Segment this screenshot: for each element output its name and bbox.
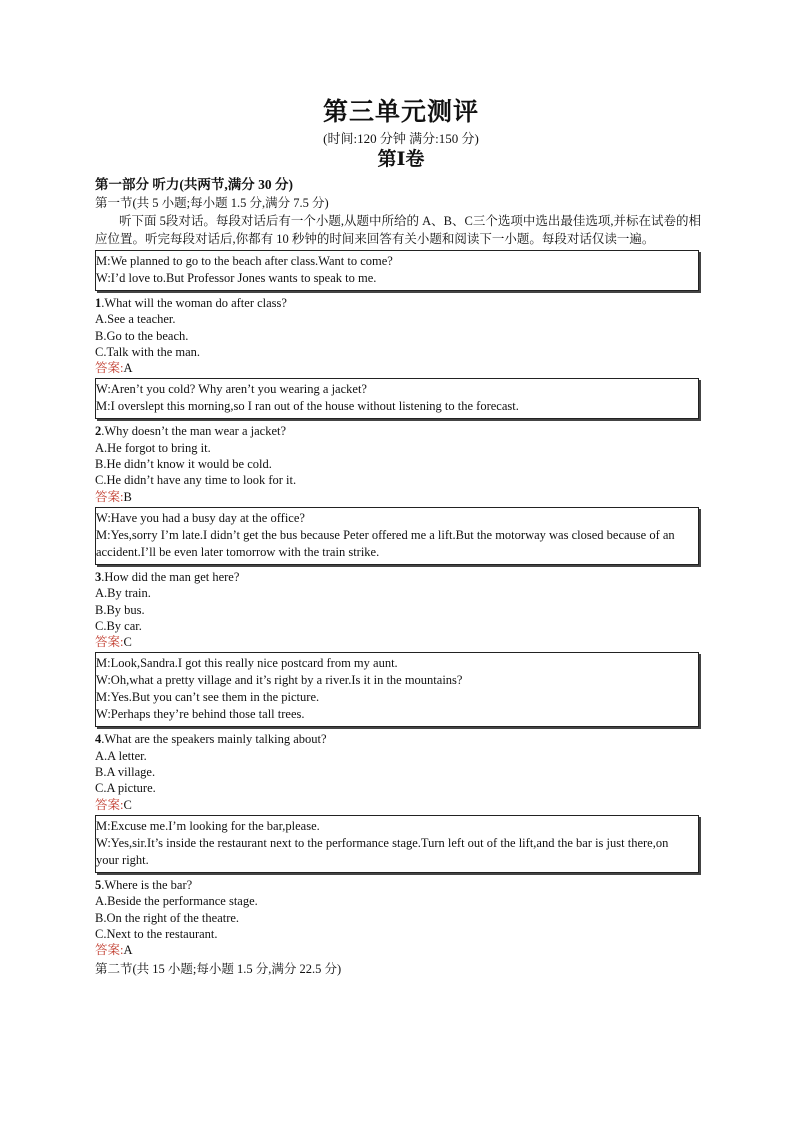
answer-value: C [123,797,132,812]
question-number: 2 [95,424,102,439]
dialogue-line: W:Have you had a busy day at the office? [96,510,305,525]
dialogue-box [95,507,699,565]
answer-option: A.A letter. [95,748,147,763]
question-text [95,569,707,585]
answer-option: B.A village. [95,765,156,780]
question-text [95,731,707,747]
answer-option: C.Talk with the man. [95,344,201,359]
dialogue-line: W:Yes,sir.It’s inside the restaurant next to the performance stage.Turn left out of the lift,and the bar is just there,on your right. [96,835,669,867]
answer-option: C.Next to the restaurant. [95,926,218,941]
answer-label: 答案: [95,489,124,504]
answer-option: B.He didn’t know it would be cold. [95,457,272,472]
question-block [95,652,707,812]
answer-value: C [123,635,132,650]
answer-line [95,360,707,376]
question-stem: .Why doesn’t the man wear a jacket? [101,424,287,439]
question-block [95,815,707,958]
question-block [95,250,707,376]
answer-line [95,489,707,505]
question-stem: .What will the woman do after class? [101,296,287,310]
question-number: 5 [95,877,102,892]
question-number: 4 [95,732,102,747]
dialogue-line: W:I’d love to.But Professor Jones wants to speak to me. [96,271,377,285]
answer-option: B.By bus. [95,602,145,617]
answer-value: A [123,943,133,958]
answer-label: 答案: [95,635,124,650]
part-heading: 第一部分 听力(共两节,满分 30 分) [95,177,293,192]
question-block [95,378,707,504]
answer-line [95,797,707,813]
question-list [95,250,707,958]
exam-time-info: (时间:120 分钟 满分:150 分) [323,131,479,146]
answer-label: 答案: [95,361,124,376]
dialogue-line: W:Oh,what a pretty village and it’s right by a river.Is it in the mountains? [96,673,463,688]
question-block [95,507,707,650]
instructions: 听下面 5段对话。每段对话后有一个小题,从题中所给的 A、B、C三个选项中选出最佳选项,并标在试卷的相应位置。听完每段对话后,你都有 10 秒钟的时间来回答有关小题和阅读下一小题。每段对话仅读一遍。 [95,214,701,246]
dialogue-box [95,378,699,419]
dialogue-line: M:We planned to go to the beach after class.Want to come? [96,254,393,268]
answer-value: B [123,489,132,504]
question-stem: .Where is the bar? [101,877,193,892]
question-text [95,295,707,311]
dialogue-box [95,652,699,727]
dialogue-line: M:Look,Sandra.I got this really nice postcard from my aunt. [96,656,398,671]
answer-option: B.On the right of the theatre. [95,910,240,925]
question-text [95,877,707,893]
volume-heading: 第Ⅰ卷 [377,149,425,170]
dialogue-line: M:Excuse me.I’m looking for the bar,please. [96,818,320,833]
question-number: 1 [95,296,102,310]
section-heading-2: 第二节(共 15 小题;每小题 1.5 分,满分 22.5 分) [95,962,342,977]
answer-option: A.By train. [95,586,151,601]
page-title: 第三单元测评 [322,99,479,126]
dialogue-line: M:Yes.But you can’t see them in the picture. [96,690,320,705]
answer-option: A.Beside the performance stage. [95,894,258,909]
dialogue-box [95,815,699,873]
answer-option: C.By car. [95,618,142,633]
answer-option: C.He didn’t have any time to look for it. [95,473,297,488]
dialogue-line: M:I overslept this morning,so I ran out of the house without listening to the forecast. [96,399,519,414]
answer-label: 答案: [95,797,124,812]
answer-value: A [123,361,133,376]
question-text [95,423,707,439]
dialogue-box [95,250,699,291]
answer-line [95,942,707,958]
question-stem: .What are the speakers mainly talking about? [101,732,327,747]
dialogue-line: W:Aren’t you cold? Why aren’t you wearing a jacket? [96,382,367,397]
answer-option: A.He forgot to bring it. [95,440,211,455]
answer-option: A.See a teacher. [95,312,176,327]
page [95,96,707,978]
question-stem: .How did the man get here? [101,569,240,584]
answer-option: B.Go to the beach. [95,328,189,343]
dialogue-line: W:Perhaps they’re behind those tall trees. [96,707,305,722]
dialogue-line: M:Yes,sorry I’m late.I didn’t get the bus because Peter offered me a lift.But the motorway was closed because of an accident.I’ll be even later tomorrow with the train strike. [96,527,675,559]
section-heading: 第一节(共 5 小题;每小题 1.5 分,满分 7.5 分) [95,196,329,210]
answer-option: C.A picture. [95,781,156,796]
answer-line [95,634,707,650]
answer-label: 答案: [95,943,124,958]
question-number: 3 [95,569,102,584]
